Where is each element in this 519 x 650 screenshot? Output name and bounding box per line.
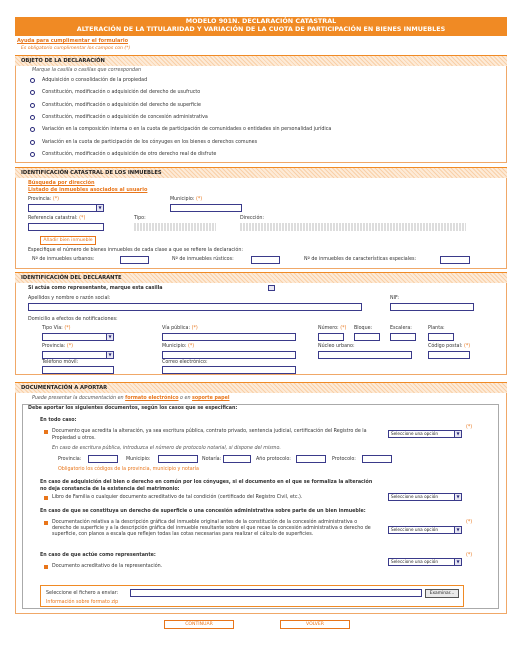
- objeto-section-title: OBJETO DE LA DECLARACIÓN: [15, 55, 507, 66]
- cp-label: Código postal: (*): [428, 344, 471, 349]
- apellidos-input[interactable]: [28, 303, 362, 311]
- escritura-hint: En caso de escritura pública, introduzca el número de protocolo notarial, si dispone del mismo.: [52, 446, 281, 451]
- doc-mun-label: Municipio:: [126, 457, 151, 462]
- correo-input[interactable]: [162, 366, 296, 374]
- viapublica-label: Vía pública: (*): [162, 326, 198, 331]
- case2-heading-a: En caso de adquisición del bien o derecho en común por los cónyuges, si el documento en el que se formaliza la alteración: [40, 480, 373, 485]
- representante-label: Si actúa como representante, marque esta casilla: [28, 286, 163, 291]
- objeto-radio-7[interactable]: [30, 152, 35, 157]
- tipovia-label: Tipo Vía: (*): [42, 326, 71, 331]
- doc1-select[interactable]: Seleccione una opción ▼: [388, 430, 462, 438]
- doc-prov-label: Provincia:: [58, 457, 82, 462]
- declarante-municipio-input[interactable]: [162, 351, 296, 359]
- required-note: Es obligatorio cumplimentar los campos con (*): [21, 46, 131, 51]
- n-rusticos-input[interactable]: [251, 256, 280, 264]
- representante-checkbox[interactable]: [268, 285, 275, 291]
- objeto-option-5: Variación en la composición interna o en la cuota de participación de comunidades o entidades sin personalidad jurídica: [42, 127, 332, 132]
- req-mark: (*): [466, 425, 473, 430]
- req-mark: (*): [466, 520, 473, 525]
- objeto-option-2: Constitución, modificación o adquisición del derecho de usufructo: [42, 90, 201, 95]
- page-header: [15, 17, 507, 36]
- doc1-text: Documento que acredita la alteración, ya sea escritura pública, contrato privado, sentencia judicial, certificación del Registro de la: [52, 429, 367, 434]
- specify-text: Especifique el número de bienes inmuebles de cada clase a que se refiere la declaración:: [28, 248, 243, 253]
- objeto-option-4: Constitución, modificación o adquisición de concesión administrativa: [42, 115, 208, 120]
- nif-input[interactable]: [390, 303, 474, 311]
- continuar-button[interactable]: CONTINUAR: [164, 620, 234, 629]
- chevron-down-icon: ▼: [454, 527, 461, 533]
- case2-heading-b: no deja constancia de la existencia del matrimonio:: [40, 487, 180, 492]
- doc3c-text: superficie, con planos a escala que reflejen todas las cotas necesarias para realizar el cálculo de superficies.: [52, 532, 314, 537]
- nucleo-input[interactable]: [318, 351, 412, 359]
- telefono-label: Teléfono móvil:: [42, 360, 79, 365]
- escalera-label: Escalera:: [390, 326, 412, 331]
- objeto-option-3: Constitución, modificación o adquisición del derecho de superficie: [42, 103, 201, 108]
- n-rusticos-label: Nº de inmuebles rústicos:: [172, 257, 234, 262]
- apellidos-label: Apellidos y nombre o razón social:: [28, 296, 111, 301]
- doc3b-text: derecho de superficie y a la descripción gráfica del inmueble resultante sobre el que recae la concesión administrativa o derecho de: [52, 526, 371, 531]
- n-urbanos-label: Nº de inmuebles urbanos:: [32, 257, 95, 262]
- numero-input[interactable]: [318, 333, 344, 341]
- objeto-option-1: Adquisición o consolidación de la propiedad: [42, 78, 148, 83]
- planta-label: Planta:: [428, 326, 445, 331]
- notaria-label: Notaría:: [202, 457, 222, 462]
- bloque-input[interactable]: [354, 333, 380, 341]
- format-info-link[interactable]: Información sobre formato zip: [46, 600, 119, 605]
- browse-button[interactable]: Examinar...: [425, 589, 459, 598]
- objeto-radio-5[interactable]: [30, 127, 35, 132]
- ref-catastral-input[interactable]: [28, 223, 104, 231]
- protocolo-label: Protocolo:: [332, 457, 356, 462]
- bullet-icon: [44, 565, 48, 569]
- tipo-label: Tipo:: [134, 216, 146, 221]
- busqueda-direccion-link[interactable]: Búsqueda por dirección: [28, 180, 95, 186]
- tipo-field: [134, 223, 216, 231]
- must-text: Debe aportar los siguientes documentos, según los casos que se especifican:: [28, 406, 238, 411]
- municipio-input[interactable]: [170, 204, 242, 212]
- documentacion-section-title: DOCUMENTACIÓN A APORTAR: [15, 382, 507, 393]
- notaria-input[interactable]: [223, 455, 251, 463]
- chevron-down-icon: ▼: [96, 205, 103, 211]
- direccion-field: [240, 223, 466, 231]
- doc2-text: Libro de Familia o cualquier documento acreditativo de tal condición (certificado del Registro Civil, etc.).: [52, 495, 303, 500]
- todo-caso-heading: En todo caso:: [40, 418, 77, 423]
- soporte-papel-link[interactable]: soporte papel: [192, 396, 230, 401]
- volver-button[interactable]: VOLVER: [280, 620, 350, 629]
- n-especiales-label: Nº de inmuebles de características especiales:: [304, 257, 417, 262]
- objeto-option-6: Variación en la cuota de participación de los cónyuges en los bienes o derechos comunes: [42, 140, 258, 145]
- n-urbanos-input[interactable]: [120, 256, 149, 264]
- refcat-label: Referencia catastral: (*): [28, 216, 86, 221]
- doc4-text: Documento acreditativo de la representación.: [52, 564, 163, 569]
- page-title: MODELO 901N. DECLARACIÓN CATASTRAL: [185, 17, 337, 25]
- escalera-input[interactable]: [390, 333, 416, 341]
- objeto-radio-1[interactable]: [30, 78, 35, 83]
- case4-heading: En caso de que actúe como representante:: [40, 553, 156, 558]
- objeto-radio-4[interactable]: [30, 115, 35, 120]
- doc1b-text: Propiedad u otros.: [52, 436, 96, 441]
- domicilio-label: Domicilio a efectos de notificaciones:: [28, 317, 118, 322]
- dmun-label: Municipio: (*): [162, 344, 195, 349]
- ano-protocolo-input[interactable]: [296, 455, 326, 463]
- provincia-select[interactable]: [28, 204, 104, 212]
- add-inmueble-button[interactable]: Añadir bien inmueble: [40, 236, 96, 245]
- direccion-label: Dirección:: [240, 216, 265, 221]
- formato-electronico-link[interactable]: formato electrónico: [125, 396, 179, 401]
- identificacion-section-title: IDENTIFICACIÓN CATASTRAL DE LOS INMUEBLES: [15, 167, 507, 178]
- bullet-icon: [44, 521, 48, 525]
- dprov-label: Provincia: (*): [42, 344, 74, 349]
- page-subtitle: ALTERACIÓN DE LA TITULARIDAD Y VARIACIÓN DE LA CUOTA DE PARTICIPACIÓN EN BIENES INMUEBLES: [76, 25, 446, 33]
- objeto-radio-3[interactable]: [30, 103, 35, 108]
- doc3-select[interactable]: Seleccione una opción ▼: [388, 526, 462, 534]
- present-text: Puede presentar la documentación en formato electrónico o en soporte papel: [32, 396, 230, 401]
- objeto-radio-2[interactable]: [30, 90, 35, 95]
- chevron-down-icon: ▼: [454, 431, 461, 437]
- objeto-option-7: Constitución, modificación o adquisición de otro derecho real de disfrute: [42, 152, 217, 157]
- listado-inmuebles-link[interactable]: Listado de inmuebles asociados al usuario: [28, 187, 148, 193]
- planta-input[interactable]: [428, 333, 454, 341]
- via-publica-input[interactable]: [162, 333, 296, 341]
- nucleo-label: Núcleo urbano:: [318, 344, 355, 349]
- prov-label: Provincia: (*): [28, 197, 60, 202]
- objeto-radio-6[interactable]: [30, 140, 35, 145]
- file-path-input[interactable]: [130, 589, 422, 597]
- help-link[interactable]: Ayuda para cumplimentar el formulario: [17, 38, 129, 44]
- objeto-hint: Marque la casilla o casillas que correspondan: [32, 68, 142, 73]
- telefono-input[interactable]: [42, 366, 114, 374]
- file-label: Seleccione el fichero a enviar:: [46, 591, 119, 596]
- declarante-section-title: IDENTIFICACIÓN DEL DECLARANTE: [15, 272, 507, 283]
- req-mark: (*): [466, 553, 473, 558]
- mun-label: Municipio: (*): [170, 197, 203, 202]
- numero-label: Número: (*): [318, 326, 347, 331]
- chevron-down-icon: ▼: [454, 494, 461, 500]
- bullet-icon: [44, 430, 48, 434]
- bloque-label: Bloque:: [354, 326, 373, 331]
- protocolo-input[interactable]: [362, 455, 392, 463]
- doc4-select[interactable]: Seleccione una opción ▼: [388, 558, 462, 566]
- correo-label: Correo electrónico:: [162, 360, 208, 365]
- declarante-provincia-select[interactable]: [42, 351, 114, 359]
- doc-municipio-input[interactable]: [158, 455, 198, 463]
- doc-provincia-input[interactable]: [88, 455, 118, 463]
- doc3a-text: Documentación relativa a la descripción gráfica del inmueble original antes de la constitución de la concesión administrativa o: [52, 520, 358, 525]
- obligatorio-note: Obligatorio los códigos de la provincia, municipio y notaría: [58, 467, 199, 472]
- n-especiales-input[interactable]: [440, 256, 470, 264]
- tipo-via-select[interactable]: [42, 333, 114, 341]
- chevron-down-icon: ▼: [106, 352, 113, 358]
- codigo-postal-input[interactable]: [428, 351, 470, 359]
- nif-label: NIF:: [390, 296, 400, 301]
- chevron-down-icon: ▼: [106, 334, 113, 340]
- doc2-select[interactable]: Seleccione una opción ▼: [388, 493, 462, 501]
- bullet-icon: [44, 496, 48, 500]
- ano-protocolo-label: Año protocolo:: [256, 457, 291, 462]
- chevron-down-icon: ▼: [454, 559, 461, 565]
- case3-heading: En caso de que se constituya un derecho de superficie o una concesión administrativa sobre parte de un bien inmueble:: [40, 509, 366, 514]
